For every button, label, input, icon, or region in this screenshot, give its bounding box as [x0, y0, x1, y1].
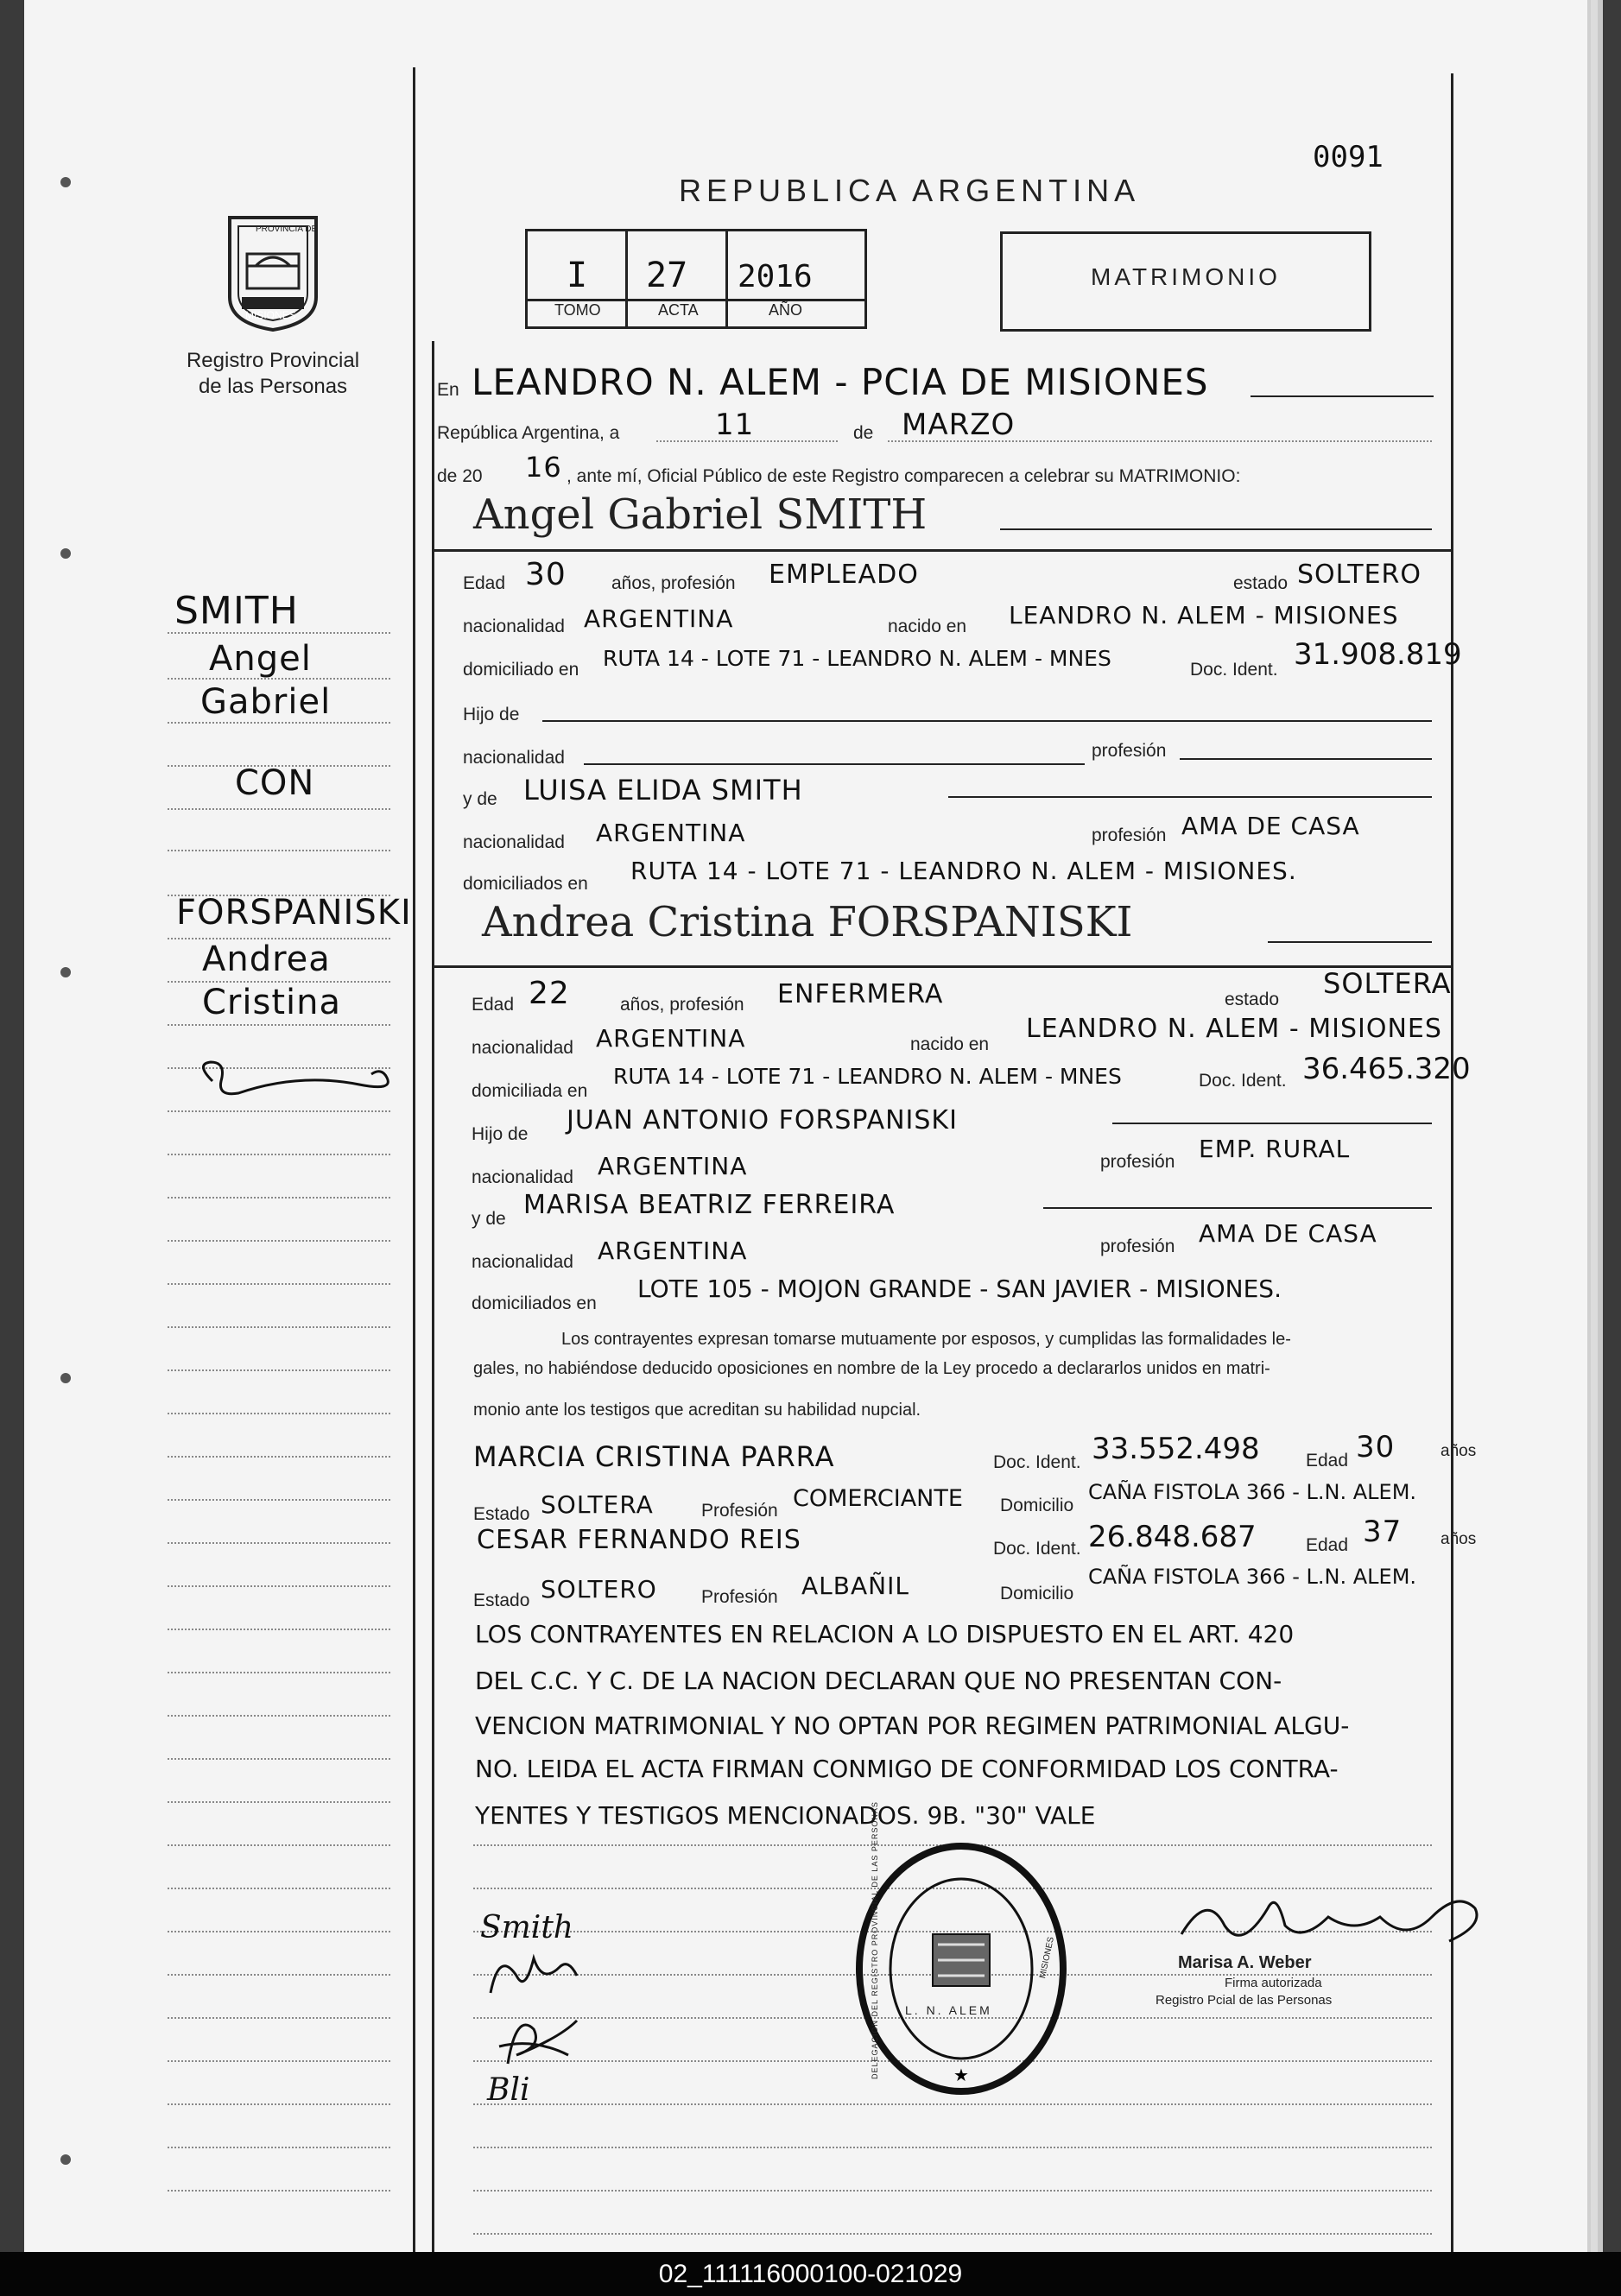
emblem-top-text: PROVINCIA DE — [256, 225, 318, 234]
groom-edad: 30 — [525, 557, 567, 592]
witness-2-estado: SOLTERO — [541, 1575, 657, 1603]
witness-2-anios: años — [1441, 1530, 1477, 1548]
note-line-5: YENTES Y TESTIGOS MENCIONADOS. 9B. "30" VALE — [475, 1801, 1096, 1830]
box-divider — [625, 229, 628, 326]
scan-identifier: 02_111116000100-021029 — [0, 2252, 1621, 2296]
groom-madre-prof: AMA DE CASA — [1181, 812, 1360, 840]
declaration-line-2: gales, no habiéndose deducido oposiciones en nombre de la Ley procedo a declararlos unidos en matri- — [473, 1359, 1270, 1378]
witness-2-edad: 37 — [1363, 1515, 1403, 1549]
bride-profesion: ENFERMERA — [777, 979, 944, 1009]
document-page — [24, 0, 1591, 2252]
groom-padre-nac-label: nacionalidad — [463, 748, 565, 768]
witness-2-doc: 26.848.687 — [1088, 1520, 1257, 1554]
registry-name-2: de las Personas — [198, 375, 348, 398]
groom-nacionalidad: ARGENTINA — [584, 604, 734, 633]
binder-hole — [60, 548, 71, 559]
groom-dom-label: domiciliado en — [463, 660, 579, 680]
official-role: Firma autorizada — [1225, 1976, 1322, 1990]
groom-nacido: LEANDRO N. ALEM - MISIONES — [1009, 601, 1399, 629]
groom-domicilio-padres: RUTA 14 - LOTE 71 - LEANDRO N. ALEM - MISIONES. — [630, 857, 1297, 885]
de-label: de — [853, 423, 874, 443]
republica-label: República Argentina, a — [437, 423, 620, 443]
margin-bride-name-2: Cristina — [202, 983, 341, 1022]
groom-estado-label: estado — [1233, 573, 1289, 593]
bride-signature-icon — [482, 2003, 586, 2072]
declaration-line-1: Los contrayentes expresan tomarse mutuamente por esposos, y cumplidas las formalidades le- — [561, 1330, 1291, 1349]
country-title: REPUBLICA ARGENTINA — [679, 173, 1141, 208]
bride-anios-prof: años, profesión — [620, 995, 744, 1015]
official-seal-icon — [853, 1839, 1069, 2098]
witness-2-profesion: ALBAÑIL — [801, 1572, 909, 1600]
groom-doc: 31.908.819 — [1294, 637, 1462, 672]
witness-1-doc-label: Doc. Ident. — [993, 1452, 1081, 1472]
bride-padre-prof: EMP. RURAL — [1199, 1135, 1351, 1163]
witness-1-anios: años — [1441, 1442, 1477, 1460]
groom-estado: SOLTERO — [1297, 560, 1422, 590]
groom-signature: Smith — [480, 1910, 573, 1945]
groom-madre-nac-label: nacionalidad — [463, 832, 565, 852]
groom-nac-label: nacionalidad — [463, 617, 565, 636]
acta-value: 27 — [646, 256, 688, 295]
note-line-2: DEL C.C. Y C. DE LA NACION DECLARAN QUE NO PRESENTAN CON- — [475, 1667, 1282, 1695]
intro-text: , ante mí, Oficial Público de este Registro comparecen a celebrar su MATRIMONIO: — [567, 466, 1241, 486]
margin-groom-surname: SMITH — [174, 589, 299, 633]
left-margin-line — [413, 67, 415, 2252]
margin-bride-name-1: Andrea — [202, 939, 331, 979]
bride-padre-nac: ARGENTINA — [598, 1152, 748, 1180]
anio-label: AÑO — [769, 301, 803, 319]
groom-domicilio: RUTA 14 - LOTE 71 - LEANDRO N. ALEM - MNES — [603, 646, 1111, 671]
groom-doc-label: Doc. Ident. — [1190, 660, 1278, 680]
svg-text:★: ★ — [953, 2065, 969, 2085]
groom-yde-label: y de — [463, 789, 497, 809]
year-prefix: de 20 — [437, 466, 483, 486]
witness-1-edad: 30 — [1356, 1430, 1396, 1464]
bride-padre: JUAN ANTONIO FORSPANISKI — [567, 1105, 958, 1135]
month-value: MARZO — [902, 408, 1016, 442]
witness-signature: Bli — [487, 2072, 530, 2108]
groom-edad-label: Edad — [463, 573, 506, 593]
note-line-1: LOS CONTRAYENTES EN RELACION A LO DISPUESTO EN EL ART. 420 — [475, 1620, 1295, 1648]
margin-bride-surname: FORSPANISKI — [176, 893, 412, 933]
bride-madre: MARISA BEATRIZ FERREIRA — [523, 1190, 896, 1220]
bride-padre-prof-label: profesión — [1100, 1152, 1175, 1172]
binder-hole — [60, 2154, 71, 2165]
tomo-value: I — [567, 256, 588, 295]
tomo-label: TOMO — [554, 301, 601, 319]
witness-1-name: MARCIA CRISTINA PARRA — [473, 1440, 835, 1473]
year-suffix: 16 — [525, 451, 562, 484]
bride-nacionalidad: ARGENTINA — [596, 1024, 746, 1053]
en-label: En — [437, 380, 459, 400]
seal-ring-text: DELEGACION DEL REGISTRO PROVINCIAL DE LAS PERSONAS — [871, 1801, 879, 2079]
flourish-icon — [187, 1055, 402, 1107]
box-divider — [725, 229, 728, 326]
margin-groom-name-2: Gabriel — [200, 682, 332, 722]
bride-madre-nac: ARGENTINA — [598, 1237, 748, 1265]
witness-2-doc-label: Doc. Ident. — [993, 1539, 1081, 1559]
groom-madre-prof-label: profesión — [1092, 825, 1167, 845]
witness-1-edad-label: Edad — [1306, 1451, 1349, 1471]
bride-domicilio: RUTA 14 - LOTE 71 - LEANDRO N. ALEM - MNES — [613, 1064, 1122, 1089]
signature-scribble-icon — [482, 1941, 586, 2010]
bride-nac-label: nacionalidad — [472, 1038, 573, 1058]
groom-name: Angel Gabriel SMITH — [473, 490, 928, 539]
bride-madre-nac-label: nacionalidad — [472, 1252, 573, 1272]
groom-anios-prof: años, profesión — [611, 573, 736, 593]
day-value: 11 — [715, 408, 755, 442]
bride-name: Andrea Cristina FORSPANISKI — [482, 898, 1133, 946]
bride-doc: 36.465.320 — [1302, 1052, 1471, 1086]
witness-1-estado-label: Estado — [473, 1504, 530, 1524]
bride-estado: SOLTERA — [1323, 967, 1452, 1000]
binder-hole — [60, 967, 71, 977]
witness-1-estado: SOLTERA — [541, 1490, 654, 1519]
bride-domicilio-padres: LOTE 105 - MOJON GRANDE - SAN JAVIER - MISIONES. — [637, 1275, 1282, 1303]
official-office: Registro Pcial de las Personas — [1156, 1993, 1333, 2008]
bride-padre-nac-label: nacionalidad — [472, 1167, 573, 1187]
declaration-line-3: monio ante los testigos que acreditan su habilidad nupcial. — [473, 1401, 921, 1420]
groom-hijo-label: Hijo de — [463, 705, 520, 724]
groom-nacido-label: nacido en — [888, 617, 967, 636]
note-line-4: NO. LEIDA EL ACTA FIRMAN CONMIGO DE CONFORMIDAD LOS CONTRA- — [475, 1755, 1339, 1783]
folio-number: 0091 — [1313, 140, 1384, 174]
act-type: MATRIMONIO — [1091, 263, 1281, 290]
witness-2-prof-label: Profesión — [701, 1587, 778, 1607]
bride-doc-label: Doc. Ident. — [1199, 1071, 1287, 1091]
bride-estado-label: estado — [1225, 990, 1280, 1009]
bride-nacido-label: nacido en — [910, 1034, 990, 1054]
witness-2-estado-label: Estado — [473, 1591, 530, 1610]
acta-label: ACTA — [658, 301, 699, 319]
groom-doms-label: domiciliados en — [463, 874, 588, 894]
witness-2-name: CESAR FERNANDO REIS — [477, 1525, 801, 1555]
groom-madre: LUISA ELIDA SMITH — [523, 774, 803, 806]
place-value: LEANDRO N. ALEM - PCIA DE MISIONES — [472, 361, 1209, 403]
witness-2-domicilio: CAÑA FISTOLA 366 - L.N. ALEM. — [1088, 1565, 1417, 1589]
seal-center: L. N. ALEM — [905, 2003, 992, 2017]
note-line-3: VENCION MATRIMONIAL Y NO OPTAN POR REGIMEN PATRIMONIAL ALGU- — [475, 1711, 1350, 1740]
official-name: Marisa A. Weber — [1178, 1953, 1312, 1972]
margin-groom-name-1: Angel — [209, 639, 312, 679]
bride-madre-prof-label: profesión — [1100, 1237, 1175, 1256]
witness-1-profesion: COMERCIANTE — [793, 1485, 963, 1512]
bride-madre-prof: AMA DE CASA — [1199, 1219, 1377, 1248]
bride-yde-label: y de — [472, 1209, 506, 1229]
groom-madre-nac: ARGENTINA — [596, 819, 746, 847]
margin-con: CON — [235, 763, 315, 803]
witness-1-prof-label: Profesión — [701, 1501, 778, 1521]
witness-2-dom-label: Domicilio — [1000, 1584, 1074, 1603]
anio-value: 2016 — [738, 259, 813, 294]
witness-1-dom-label: Domicilio — [1000, 1496, 1074, 1515]
witness-2-edad-label: Edad — [1306, 1535, 1349, 1555]
left-margin-line-inner — [432, 341, 434, 2252]
bride-hijo-label: Hijo de — [472, 1124, 529, 1144]
bride-edad: 22 — [529, 976, 570, 1011]
binder-hole — [60, 1373, 71, 1383]
binder-hole — [60, 177, 71, 187]
witness-1-doc: 33.552.498 — [1092, 1432, 1260, 1466]
bride-dom-label: domiciliada en — [472, 1081, 588, 1101]
bride-nacido: LEANDRO N. ALEM - MISIONES — [1026, 1014, 1442, 1044]
groom-profesion: EMPLEADO — [769, 560, 919, 590]
seal-bottom: MISIONES — [1038, 1936, 1056, 1980]
bride-edad-label: Edad — [472, 995, 515, 1015]
registry-name-1: Registro Provincial — [186, 349, 360, 372]
emblem-bottom-text: MISIONES — [245, 309, 296, 321]
bride-doms-label: domiciliados en — [472, 1293, 597, 1313]
groom-padre-prof-label: profesión — [1092, 741, 1167, 761]
witness-1-domicilio: CAÑA FISTOLA 366 - L.N. ALEM. — [1088, 1480, 1417, 1504]
